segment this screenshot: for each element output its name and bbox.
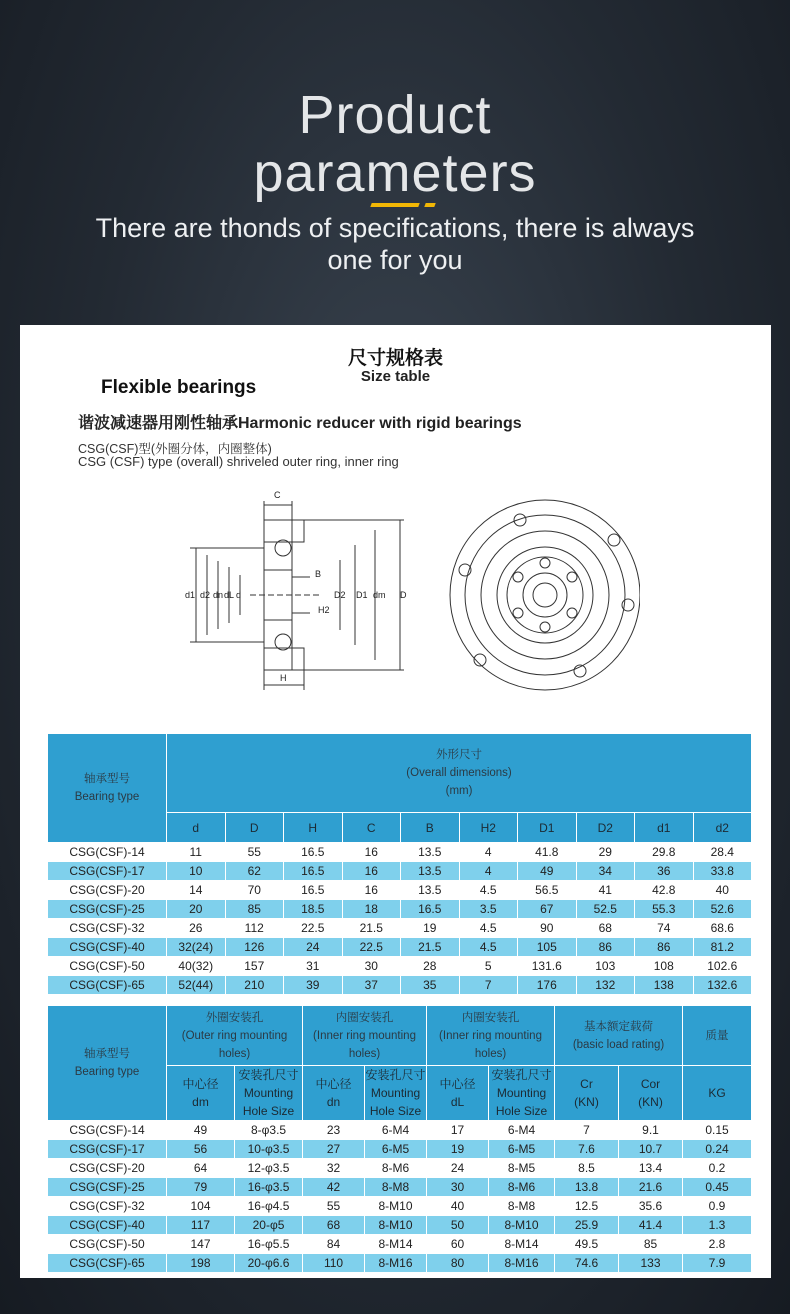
table-cell: 13.5 bbox=[401, 862, 460, 881]
table-cell: 132 bbox=[576, 976, 635, 995]
table-cell: 110 bbox=[303, 1254, 365, 1273]
table-cell: 26 bbox=[167, 919, 226, 938]
table-cell: 7 bbox=[555, 1121, 619, 1140]
table-cell: 5 bbox=[459, 957, 518, 976]
table-cell: 42.8 bbox=[635, 881, 694, 900]
table-cell: 0.15 bbox=[683, 1121, 752, 1140]
label-D: D bbox=[400, 590, 407, 600]
table-cell: 41 bbox=[576, 881, 635, 900]
col-header-h: H bbox=[284, 813, 343, 843]
table-cell: 6-M5 bbox=[489, 1140, 555, 1159]
subcol-header-cn: Cr bbox=[580, 1077, 593, 1091]
table-cell: 10-φ3.5 bbox=[235, 1140, 303, 1159]
table-cell: 35 bbox=[401, 976, 460, 995]
table-cell: 62 bbox=[225, 862, 284, 881]
col-header-d1: d1 bbox=[635, 813, 694, 843]
table-cell: 40(32) bbox=[167, 957, 226, 976]
table-cell: 4.5 bbox=[459, 919, 518, 938]
table-cell: 108 bbox=[635, 957, 694, 976]
table-cell: 36 bbox=[635, 862, 694, 881]
table-cell: 37 bbox=[342, 976, 401, 995]
table-cell: 0.45 bbox=[683, 1178, 752, 1197]
table-cell: 1.3 bbox=[683, 1216, 752, 1235]
group-1-cn: 内圈安装孔 bbox=[335, 1011, 394, 1024]
table-cell: 8-φ3.5 bbox=[235, 1121, 303, 1140]
group-2-cn: 内圈安装孔 bbox=[461, 1011, 520, 1024]
table-cell: 81.2 bbox=[693, 938, 752, 957]
table-cell: 55.3 bbox=[635, 900, 694, 919]
table-cell: 85 bbox=[225, 900, 284, 919]
table-cell: 16-φ3.5 bbox=[235, 1178, 303, 1197]
table-cell: 20-φ5 bbox=[235, 1216, 303, 1235]
table-cell: 29.8 bbox=[635, 843, 694, 862]
table-cell: 102.6 bbox=[693, 957, 752, 976]
table-cell: 4.5 bbox=[459, 938, 518, 957]
table-cell: 42 bbox=[303, 1178, 365, 1197]
group-0-en: (Outer ring mounting holes) bbox=[181, 1029, 288, 1060]
hero-subtitle: There are thonds of specifications, there is always one for you bbox=[95, 213, 695, 275]
group-0-cn: 外圈安装孔 bbox=[205, 1011, 264, 1024]
table-cell: 8-M6 bbox=[489, 1178, 555, 1197]
table-cell: 27 bbox=[303, 1140, 365, 1159]
table-cell: 21.6 bbox=[619, 1178, 683, 1197]
table-cell: 21.5 bbox=[342, 919, 401, 938]
table-row bbox=[48, 976, 752, 995]
subcol-header-en: dn bbox=[326, 1095, 341, 1109]
table-cell: 85 bbox=[619, 1235, 683, 1254]
table-cell: 133 bbox=[619, 1254, 683, 1273]
subcol-header bbox=[619, 1066, 683, 1121]
table-cell: 86 bbox=[635, 938, 694, 957]
table-cell: 103 bbox=[576, 957, 635, 976]
spec-card bbox=[20, 325, 771, 1278]
overall-dimensions-header bbox=[167, 734, 752, 813]
table-cell: 49 bbox=[167, 1121, 235, 1140]
label-c: C bbox=[274, 490, 281, 500]
subcol-header-en: (KN) bbox=[574, 1095, 599, 1109]
table-cell: 52.6 bbox=[693, 900, 752, 919]
table-cell: 11 bbox=[167, 843, 226, 862]
table-cell: 28.4 bbox=[693, 843, 752, 862]
subcol-header-cn: 中心径 bbox=[439, 1077, 476, 1091]
label-dm: dm bbox=[373, 590, 386, 600]
table-row bbox=[48, 843, 752, 862]
table-cell: 16.5 bbox=[284, 843, 343, 862]
table-row bbox=[48, 1254, 752, 1273]
bearing-model-cell: CSG(CSF)-65 bbox=[48, 976, 167, 995]
table-cell: 24 bbox=[284, 938, 343, 957]
bearing-type-header-2 bbox=[48, 1006, 167, 1121]
table-cell: 16 bbox=[342, 881, 401, 900]
table-cell: 30 bbox=[427, 1178, 489, 1197]
table-cell: 68 bbox=[303, 1216, 365, 1235]
bearing-model-cell: CSG(CSF)-65 bbox=[48, 1254, 167, 1273]
table-cell: 18.5 bbox=[284, 900, 343, 919]
table-cell: 31 bbox=[284, 957, 343, 976]
table-cell: 40 bbox=[693, 881, 752, 900]
table-cell: 8-M16 bbox=[489, 1254, 555, 1273]
group-2-en: (Inner ring mounting holes) bbox=[439, 1029, 542, 1060]
table-cell: 33.8 bbox=[693, 862, 752, 881]
table-cell: 13.8 bbox=[555, 1178, 619, 1197]
table-cell: 24 bbox=[427, 1159, 489, 1178]
harmonic-reducer-title: 谐波减速器用刚性轴承Harmonic reducer with rigid bearings bbox=[78, 415, 522, 432]
col-header-h2: H2 bbox=[459, 813, 518, 843]
table-cell: 112 bbox=[225, 919, 284, 938]
table-cell: 55 bbox=[225, 843, 284, 862]
table-cell: 86 bbox=[576, 938, 635, 957]
subcol-header bbox=[683, 1066, 752, 1121]
table-cell: 8-M10 bbox=[365, 1197, 427, 1216]
bearing-model-cell: CSG(CSF)-20 bbox=[48, 1159, 167, 1178]
subcol-header-en: KG bbox=[708, 1086, 726, 1100]
subcol-header-en: dL bbox=[450, 1095, 465, 1109]
bearing-model-cell: CSG(CSF)-32 bbox=[48, 1197, 167, 1216]
table-cell: 132.6 bbox=[693, 976, 752, 995]
table-cell: 6-M4 bbox=[489, 1121, 555, 1140]
subcol-header-cn: 中心径 bbox=[182, 1077, 219, 1091]
table-row bbox=[48, 957, 752, 976]
col-header-d1: D1 bbox=[518, 813, 577, 843]
table-cell: 56 bbox=[167, 1140, 235, 1159]
table-row bbox=[48, 1178, 752, 1197]
subcol-header bbox=[427, 1066, 489, 1121]
bearing-model-cell: CSG(CSF)-25 bbox=[48, 900, 167, 919]
overall-dimensions-table bbox=[47, 733, 752, 995]
subcol-header-cn: 安装孔尺寸 bbox=[238, 1068, 299, 1082]
table-cell: 79 bbox=[167, 1178, 235, 1197]
table-cell: 56.5 bbox=[518, 881, 577, 900]
subcol-header-en: (KN) bbox=[638, 1095, 663, 1109]
table-cell: 210 bbox=[225, 976, 284, 995]
table-cell: 16.5 bbox=[284, 862, 343, 881]
table-cell: 14 bbox=[167, 881, 226, 900]
table-cell: 12-φ3.5 bbox=[235, 1159, 303, 1178]
bearing-model-cell: CSG(CSF)-14 bbox=[48, 1121, 167, 1140]
overall-dimensions-cn: 外形尺寸 bbox=[436, 749, 483, 761]
table-cell: 138 bbox=[635, 976, 694, 995]
bearing-model-cell: CSG(CSF)-40 bbox=[48, 1216, 167, 1235]
table-cell: 39 bbox=[284, 976, 343, 995]
table-cell: 64 bbox=[167, 1159, 235, 1178]
table-cell: 4 bbox=[459, 843, 518, 862]
table-cell: 74.6 bbox=[555, 1254, 619, 1273]
size-table-title-cn: 尺寸规格表 bbox=[347, 348, 443, 369]
table-cell: 90 bbox=[518, 919, 577, 938]
table-cell: 13.5 bbox=[401, 843, 460, 862]
hero-banner bbox=[0, 0, 790, 320]
table-cell: 0.24 bbox=[683, 1140, 752, 1159]
bearing-model-cell: CSG(CSF)-50 bbox=[48, 1235, 167, 1254]
accent-bar bbox=[370, 203, 419, 207]
table-cell: 18 bbox=[342, 900, 401, 919]
table-cell: 49.5 bbox=[555, 1235, 619, 1254]
table-cell: 104 bbox=[167, 1197, 235, 1216]
bearing-model-cell: CSG(CSF)-17 bbox=[48, 1140, 167, 1159]
table-cell: 16 bbox=[342, 843, 401, 862]
bearing-model-cell: CSG(CSF)-17 bbox=[48, 862, 167, 881]
subcol-header-en: Mounting Hole Size bbox=[242, 1086, 295, 1118]
hero-title-line1: Product bbox=[298, 85, 492, 145]
load-rating-header bbox=[555, 1006, 683, 1066]
table-cell: 74 bbox=[635, 919, 694, 938]
table-cell: 8-M10 bbox=[365, 1216, 427, 1235]
table-row bbox=[48, 1121, 752, 1140]
bearing-model-cell: CSG(CSF)-14 bbox=[48, 843, 167, 862]
table-cell: 2.8 bbox=[683, 1235, 752, 1254]
inner-ring-holes-header bbox=[303, 1006, 427, 1066]
table-cell: 20 bbox=[167, 900, 226, 919]
table-cell: 52(44) bbox=[167, 976, 226, 995]
subcol-header-cn: 安装孔尺寸 bbox=[365, 1068, 426, 1082]
subcol-header-cn: 安装孔尺寸 bbox=[491, 1068, 552, 1082]
table-row bbox=[48, 862, 752, 881]
overall-dimensions-unit: (mm) bbox=[445, 785, 473, 797]
table-cell: 7 bbox=[459, 976, 518, 995]
type-description-en: CSG (CSF) type (overall) shriveled outer ring, inner ring bbox=[78, 454, 399, 469]
table-cell: 17 bbox=[427, 1121, 489, 1140]
table-cell: 16.5 bbox=[401, 900, 460, 919]
table-cell: 25.9 bbox=[555, 1216, 619, 1235]
table-cell: 131.6 bbox=[518, 957, 577, 976]
table-cell: 13.5 bbox=[401, 881, 460, 900]
table-cell: 16-φ4.5 bbox=[235, 1197, 303, 1216]
col-header-d: D bbox=[225, 813, 284, 843]
table-cell: 117 bbox=[167, 1216, 235, 1235]
table-cell: 3.5 bbox=[459, 900, 518, 919]
label-dn: dn bbox=[213, 590, 224, 600]
table-cell: 16-φ5.5 bbox=[235, 1235, 303, 1254]
table-cell: 41.4 bbox=[619, 1216, 683, 1235]
mass-header bbox=[683, 1006, 752, 1066]
table-cell: 19 bbox=[401, 919, 460, 938]
bearing-model-cell: CSG(CSF)-40 bbox=[48, 938, 167, 957]
col-header-b: B bbox=[401, 813, 460, 843]
subcol-header-cn: Cor bbox=[640, 1077, 661, 1091]
table-cell: 20-φ6.6 bbox=[235, 1254, 303, 1273]
table-row bbox=[48, 919, 752, 938]
table-cell: 40 bbox=[427, 1197, 489, 1216]
table-cell: 70 bbox=[225, 881, 284, 900]
subcol-header bbox=[235, 1066, 303, 1121]
subcol-header-en: dm bbox=[192, 1095, 209, 1109]
label-dl: dL bbox=[224, 590, 235, 600]
table-cell: 7.6 bbox=[555, 1140, 619, 1159]
table-cell: 176 bbox=[518, 976, 577, 995]
table-cell: 8-M14 bbox=[365, 1235, 427, 1254]
table-cell: 23 bbox=[303, 1121, 365, 1140]
table-cell: 147 bbox=[167, 1235, 235, 1254]
group-3-cn: 基本额定载荷 bbox=[584, 1020, 654, 1033]
table-cell: 68.6 bbox=[693, 919, 752, 938]
subcol-header-cn: 中心径 bbox=[315, 1077, 352, 1091]
col-header-d2: d2 bbox=[693, 813, 752, 843]
accent-bar-small bbox=[424, 203, 435, 207]
table-cell: 8-M6 bbox=[365, 1159, 427, 1178]
table-cell: 8-M8 bbox=[365, 1178, 427, 1197]
bearing-type-header bbox=[48, 734, 167, 843]
subcol-header bbox=[303, 1066, 365, 1121]
table-cell: 67 bbox=[518, 900, 577, 919]
table-cell: 4.5 bbox=[459, 881, 518, 900]
label-d2: d2 bbox=[200, 590, 211, 600]
table-cell: 12.5 bbox=[555, 1197, 619, 1216]
subcol-header bbox=[555, 1066, 619, 1121]
table-row bbox=[48, 938, 752, 957]
subcol-header bbox=[167, 1066, 235, 1121]
table-cell: 0.9 bbox=[683, 1197, 752, 1216]
table-cell: 80 bbox=[427, 1254, 489, 1273]
table-cell: 8-M16 bbox=[365, 1254, 427, 1273]
label-d: d bbox=[236, 590, 242, 600]
table-row bbox=[48, 1216, 752, 1235]
table-cell: 7.9 bbox=[683, 1254, 752, 1273]
table-cell: 8-M14 bbox=[489, 1235, 555, 1254]
table-cell: 32(24) bbox=[167, 938, 226, 957]
label-d1: d1 bbox=[185, 590, 196, 600]
table-cell: 10.7 bbox=[619, 1140, 683, 1159]
hero-title-line2: parameters bbox=[253, 143, 537, 203]
flexible-bearings-label: Flexible bearings bbox=[101, 377, 257, 398]
overall-dimensions-en: (Overall dimensions) bbox=[406, 767, 512, 779]
table-cell: 10 bbox=[167, 862, 226, 881]
table-cell: 22.5 bbox=[284, 919, 343, 938]
table-cell: 8-M5 bbox=[489, 1159, 555, 1178]
label-h: H bbox=[280, 673, 287, 683]
table-cell: 55 bbox=[303, 1197, 365, 1216]
label-D1: D1 bbox=[356, 590, 368, 600]
table-cell: 19 bbox=[427, 1140, 489, 1159]
subcol-header bbox=[489, 1066, 555, 1121]
table-cell: 157 bbox=[225, 957, 284, 976]
table-cell: 126 bbox=[225, 938, 284, 957]
table-cell: 35.6 bbox=[619, 1197, 683, 1216]
table-cell: 68 bbox=[576, 919, 635, 938]
table-cell: 0.2 bbox=[683, 1159, 752, 1178]
table-cell: 50 bbox=[427, 1216, 489, 1235]
table-cell: 30 bbox=[342, 957, 401, 976]
table-cell: 13.4 bbox=[619, 1159, 683, 1178]
table-cell: 28 bbox=[401, 957, 460, 976]
table-cell: 41.8 bbox=[518, 843, 577, 862]
bearing-type-header-2-cn: 轴承型号 bbox=[84, 1048, 130, 1060]
type-description-cn: CSG(CSF)型(外圈分体，内圈整体) bbox=[78, 442, 272, 456]
bearing-type-header-cn: 轴承型号 bbox=[84, 773, 130, 785]
bearing-type-header-en: Bearing type bbox=[74, 791, 140, 803]
table-cell: 8-M10 bbox=[489, 1216, 555, 1235]
col-header-c: C bbox=[342, 813, 401, 843]
table-cell: 84 bbox=[303, 1235, 365, 1254]
group-3-en: (basic load rating) bbox=[572, 1038, 665, 1051]
subcol-header-en: Mounting Hole Size bbox=[495, 1086, 548, 1118]
inner-ring-holes-header-2 bbox=[427, 1006, 555, 1066]
table-cell: 198 bbox=[167, 1254, 235, 1273]
bearing-drawing bbox=[160, 485, 640, 695]
table-row bbox=[48, 1235, 752, 1254]
col-header-d2: D2 bbox=[576, 813, 635, 843]
table-cell: 16.5 bbox=[284, 881, 343, 900]
table-row bbox=[48, 900, 752, 919]
bearing-model-cell: CSG(CSF)-25 bbox=[48, 1178, 167, 1197]
table-cell: 16 bbox=[342, 862, 401, 881]
table-cell: 9.1 bbox=[619, 1121, 683, 1140]
bearing-model-cell: CSG(CSF)-32 bbox=[48, 919, 167, 938]
label-h2: H2 bbox=[318, 605, 330, 615]
label-b: B bbox=[315, 569, 322, 579]
subcol-header-en: Mounting Hole Size bbox=[369, 1086, 422, 1118]
table-cell: 29 bbox=[576, 843, 635, 862]
group-4-cn: 质量 bbox=[705, 1029, 729, 1042]
group-1-en: (Inner ring mounting holes) bbox=[313, 1029, 416, 1060]
table-cell: 6-M4 bbox=[365, 1121, 427, 1140]
table-cell: 52.5 bbox=[576, 900, 635, 919]
table-row bbox=[48, 1159, 752, 1178]
table-row bbox=[48, 1197, 752, 1216]
bearing-type-header-2-en: Bearing type bbox=[74, 1066, 140, 1078]
table-cell: 8.5 bbox=[555, 1159, 619, 1178]
table-cell: 6-M5 bbox=[365, 1140, 427, 1159]
col-header-d: d bbox=[167, 813, 226, 843]
subcol-header bbox=[365, 1066, 427, 1121]
outer-ring-holes-header bbox=[167, 1006, 303, 1066]
table-cell: 105 bbox=[518, 938, 577, 957]
bearing-model-cell: CSG(CSF)-50 bbox=[48, 957, 167, 976]
table-cell: 34 bbox=[576, 862, 635, 881]
bearing-model-cell: CSG(CSF)-20 bbox=[48, 881, 167, 900]
table-row bbox=[48, 1140, 752, 1159]
table-cell: 32 bbox=[303, 1159, 365, 1178]
table-cell: 4 bbox=[459, 862, 518, 881]
size-table-title-en: Size table bbox=[360, 368, 431, 385]
label-D2: D2 bbox=[334, 590, 346, 600]
table-row bbox=[48, 881, 752, 900]
table-cell: 49 bbox=[518, 862, 577, 881]
table-cell: 8-M8 bbox=[489, 1197, 555, 1216]
table-cell: 22.5 bbox=[342, 938, 401, 957]
table-cell: 21.5 bbox=[401, 938, 460, 957]
mounting-load-table bbox=[47, 1005, 752, 1273]
table-cell: 60 bbox=[427, 1235, 489, 1254]
